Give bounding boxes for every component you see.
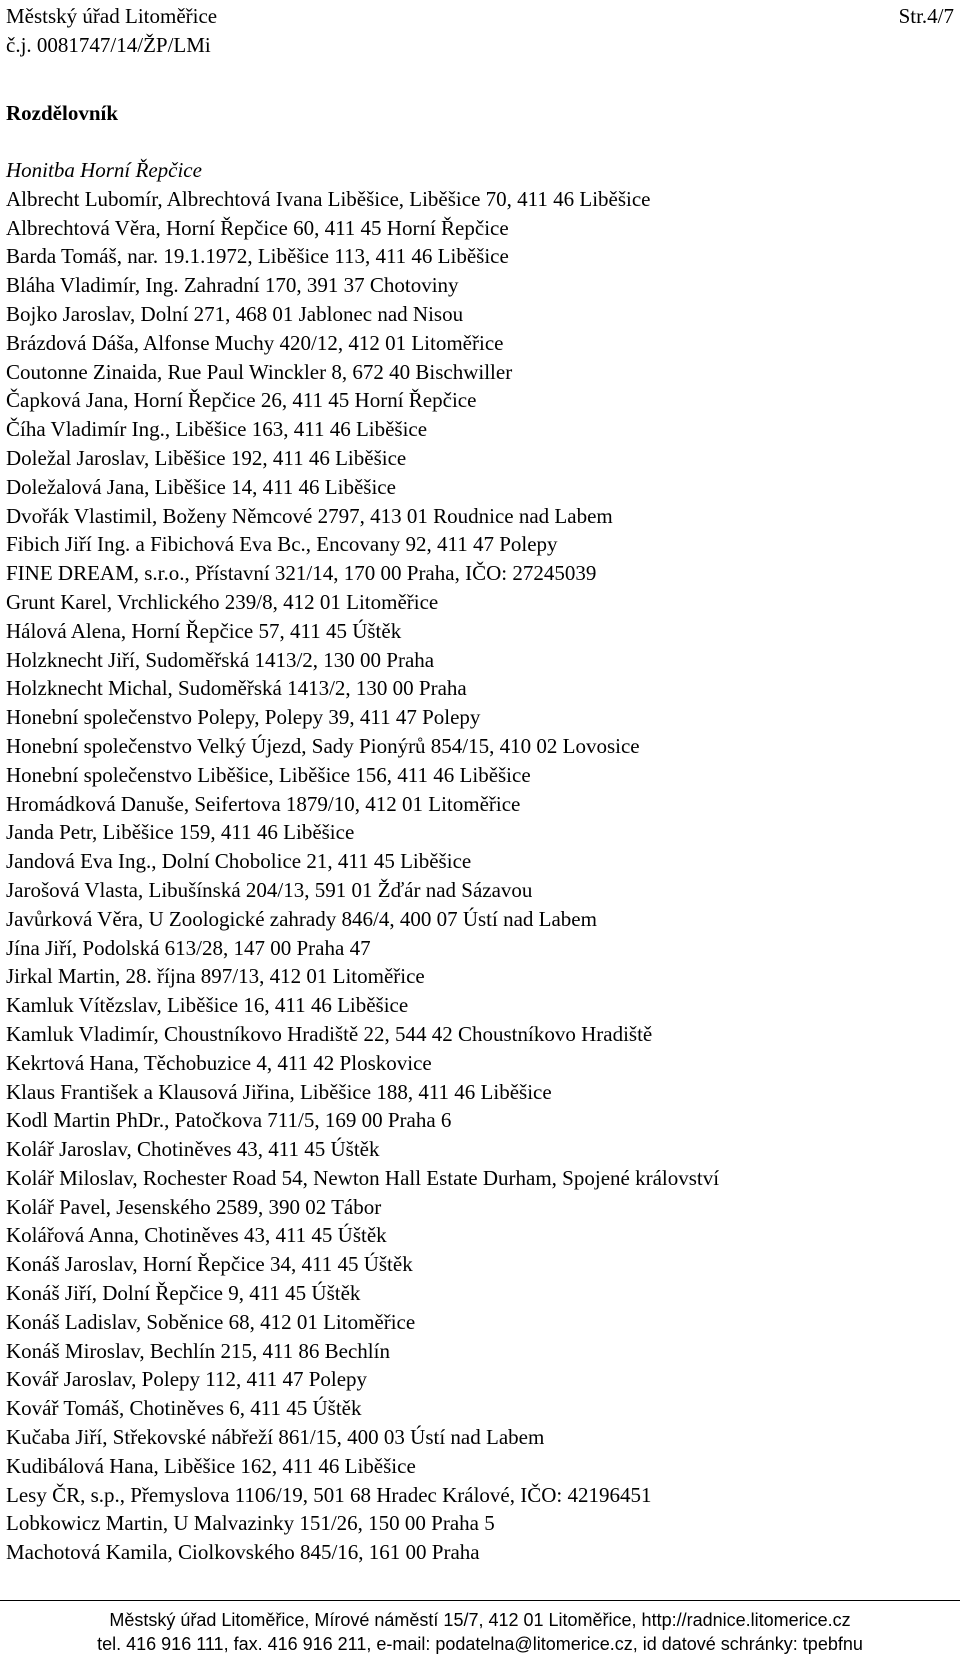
list-item: Konáš Ladislav, Soběnice 68, 412 01 Litoměřice — [6, 1309, 416, 1334]
footer-contact: tel. 416 916 111, fax. 416 916 211, e-mail: podatelna@litomerice.cz, id datové schránky: tpebfnu — [97, 1634, 863, 1654]
list-item: Lesy ČR, s.p., Přemyslova 1106/19, 501 68 Hradec Králové, IČO: 42196451 — [6, 1482, 652, 1507]
list-item: Konáš Jaroslav, Horní Řepčice 34, 411 45 Úštěk — [6, 1252, 413, 1277]
office-name: Městský úřad Litoměřice — [6, 4, 218, 28]
list-item: Kamluk Vladimír, Choustníkovo Hradiště 22, 544 42 Choustníkovo Hradiště — [6, 1021, 653, 1046]
list-item: Konáš Miroslav, Bechlín 215, 411 86 Bechlín — [6, 1338, 390, 1363]
list-item: Honební společenstvo Polepy, Polepy 39, 411 47 Polepy — [6, 705, 481, 730]
list-item: Javůrková Věra, U Zoologické zahrady 846/4, 400 07 Ústí nad Labem — [6, 906, 597, 931]
footer-address: Městský úřad Litoměřice, Mírové náměstí 15/7, 412 01 Litoměřice, http://radnice.litomerice.cz — [109, 1610, 851, 1630]
list-item: Doležal Jaroslav, Liběšice 192, 411 46 Liběšice — [6, 445, 407, 470]
list-item: Kolářová Anna, Chotiněves 43, 411 45 Úštěk — [6, 1223, 387, 1248]
list-item: Číha Vladimír Ing., Liběšice 163, 411 46 Liběšice — [6, 417, 428, 442]
section-heading: Rozdělovník — [6, 101, 119, 125]
list-item: Kovář Tomáš, Chotiněves 6, 411 45 Úštěk — [6, 1396, 362, 1421]
list-item: Barda Tomáš, nar. 19.1.1972, Liběšice 113, 411 46 Liběšice — [6, 244, 509, 269]
list-item: Grunt Karel, Vrchlického 239/8, 412 01 Litoměřice — [6, 589, 439, 614]
reference-number: č.j. 0081747/14/ŽP/LMi — [6, 33, 211, 57]
list-item: Janda Petr, Liběšice 159, 411 46 Liběšice — [6, 820, 355, 845]
list-item: Jarošová Vlasta, Libušínská 204/13, 591 01 Žďár nad Sázavou — [6, 877, 533, 902]
list-item: Fibich Jiří Ing. a Fibichová Eva Bc., Encovany 92, 411 47 Polepy — [6, 532, 558, 557]
list-item: Kamluk Vítězslav, Liběšice 16, 411 46 Liběšice — [6, 993, 409, 1018]
list-item: Čapková Jana, Horní Řepčice 26, 411 45 Horní Řepčice — [6, 388, 477, 413]
list-item: Jína Jiří, Podolská 613/28, 147 00 Praha 47 — [6, 935, 371, 960]
list-item: Coutonne Zinaida, Rue Paul Winckler 8, 672 40 Bischwiller — [6, 359, 513, 384]
list-item: Kolář Miloslav, Rochester Road 54, Newton Hall Estate Durham, Spojené království — [6, 1165, 720, 1190]
list-item: Holzknecht Jiří, Sudoměřská 1413/2, 130 00 Praha — [6, 647, 435, 672]
list-item: Machotová Kamila, Ciolkovského 845/16, 161 00 Praha — [6, 1540, 480, 1565]
list-item: FINE DREAM, s.r.o., Přístavní 321/14, 170 00 Praha, IČO: 27245039 — [6, 561, 597, 586]
list-item: Holzknecht Michal, Sudoměřská 1413/2, 130 00 Praha — [6, 676, 467, 701]
list-item: Bláha Vladimír, Ing. Zahradní 170, 391 37 Chotoviny — [6, 273, 459, 298]
list-item: Kučaba Jiří, Střekovské nábřeží 861/15, 400 03 Ústí nad Labem — [6, 1425, 545, 1450]
list-item: Honební společenstvo Velký Újezd, Sady Pionýrů 854/15, 410 02 Lovosice — [6, 733, 640, 758]
list-item: Hálová Alena, Horní Řepčice 57, 411 45 Úštěk — [6, 618, 402, 643]
list-item: Albrecht Lubomír, Albrechtová Ivana Liběšice, Liběšice 70, 411 46 Liběšice — [6, 186, 651, 211]
list-item: Bojko Jaroslav, Dolní 271, 468 01 Jablonec nad Nisou — [6, 301, 464, 326]
page-number: Str.4/7 — [898, 4, 954, 28]
page-header-left — [6, 2, 217, 60]
list-item: Albrechtová Věra, Horní Řepčice 60, 411 45 Horní Řepčice — [6, 215, 509, 240]
distribution-list — [6, 156, 946, 1567]
list-item: Brázdová Dáša, Alfonse Muchy 420/12, 412 01 Litoměřice — [6, 330, 504, 355]
list-section-title: Honitba Horní Řepčice — [6, 158, 202, 182]
list-item: Klaus František a Klausová Jiřina, Liběšice 188, 411 46 Liběšice — [6, 1079, 552, 1104]
list-item: Kolář Pavel, Jesenského 2589, 390 02 Tábor — [6, 1194, 382, 1219]
list-item: Kodl Martin PhDr., Patočkova 711/5, 169 00 Praha 6 — [6, 1108, 452, 1133]
list-item: Kekrtová Hana, Těchobuzice 4, 411 42 Ploskovice — [6, 1050, 432, 1075]
list-item: Kovář Jaroslav, Polepy 112, 411 47 Polepy — [6, 1367, 368, 1392]
list-item: Doležalová Jana, Liběšice 14, 411 46 Liběšice — [6, 474, 396, 499]
list-item: Lobkowicz Martin, U Malvazinky 151/26, 150 00 Praha 5 — [6, 1511, 495, 1536]
list-item: Kolář Jaroslav, Chotiněves 43, 411 45 Úštěk — [6, 1137, 380, 1162]
list-item: Hromádková Danuše, Seifertova 1879/10, 412 01 Litoměřice — [6, 791, 521, 816]
list-item: Konáš Jiří, Dolní Řepčice 9, 411 45 Úštěk — [6, 1281, 361, 1306]
list-item: Honební společenstvo Liběšice, Liběšice 156, 411 46 Liběšice — [6, 762, 531, 787]
list-item: Dvořák Vlastimil, Boženy Němcové 2797, 413 01 Roudnice nad Labem — [6, 503, 613, 528]
list-item: Jirkal Martin, 28. října 897/13, 412 01 Litoměřice — [6, 964, 425, 989]
list-item: Kudibálová Hana, Liběšice 162, 411 46 Liběšice — [6, 1453, 416, 1478]
footer-divider — [0, 1600, 960, 1601]
list-item: Jandová Eva Ing., Dolní Chobolice 21, 411 45 Liběšice — [6, 849, 472, 874]
